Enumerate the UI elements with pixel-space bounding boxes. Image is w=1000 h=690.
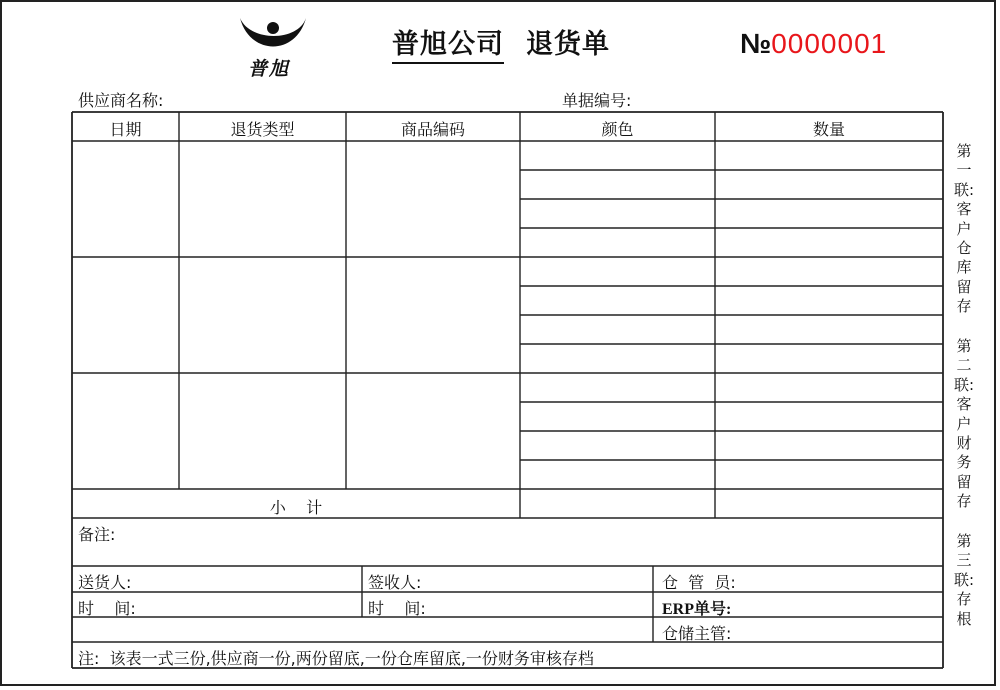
serial-number: [740, 28, 887, 60]
column-header-return-type: 退货类型: [230, 120, 295, 139]
subtotal-label: 小 计: [269, 498, 323, 517]
storage-manager-label: 仓储主管:: [662, 624, 732, 643]
numero-sign: №: [740, 28, 772, 59]
column-header-date: 日期: [109, 120, 142, 139]
receiver-time-label: 时 间:: [368, 599, 426, 618]
company-name: 普旭公司: [392, 29, 504, 64]
note-text: 注: 该表一式三份,供应商一份,两份留底,一份仓库留底,一份财务审核存档: [78, 649, 594, 668]
warehouse-keeper-label: 仓 管 员:: [662, 573, 736, 592]
document-number-label: 单据编号:: [562, 91, 632, 110]
sender-time-label: 时 间:: [78, 599, 136, 618]
serial-digits: 0000001: [771, 28, 888, 59]
column-header-product-code: 商品编码: [400, 120, 465, 139]
supplier-name-label: 供应商名称:: [78, 91, 164, 110]
logo-text: 普旭: [248, 58, 291, 80]
remarks-label: 备注:: [78, 525, 116, 544]
side-copy-2: 第二联:客户财务留存: [953, 337, 975, 511]
side-copy-1: 第一联:客户仓库留存: [953, 142, 975, 316]
sender-label: 送货人:: [78, 573, 132, 592]
page-title: [392, 22, 610, 61]
document-type: 退货单: [526, 29, 610, 60]
column-header-color: 颜色: [601, 120, 634, 139]
column-header-quantity: 数量: [812, 120, 845, 139]
receiver-label: 签收人:: [368, 573, 422, 592]
erp-number-label: ERP单号:: [662, 601, 732, 618]
side-copy-3: 第三联:存根: [953, 532, 975, 628]
